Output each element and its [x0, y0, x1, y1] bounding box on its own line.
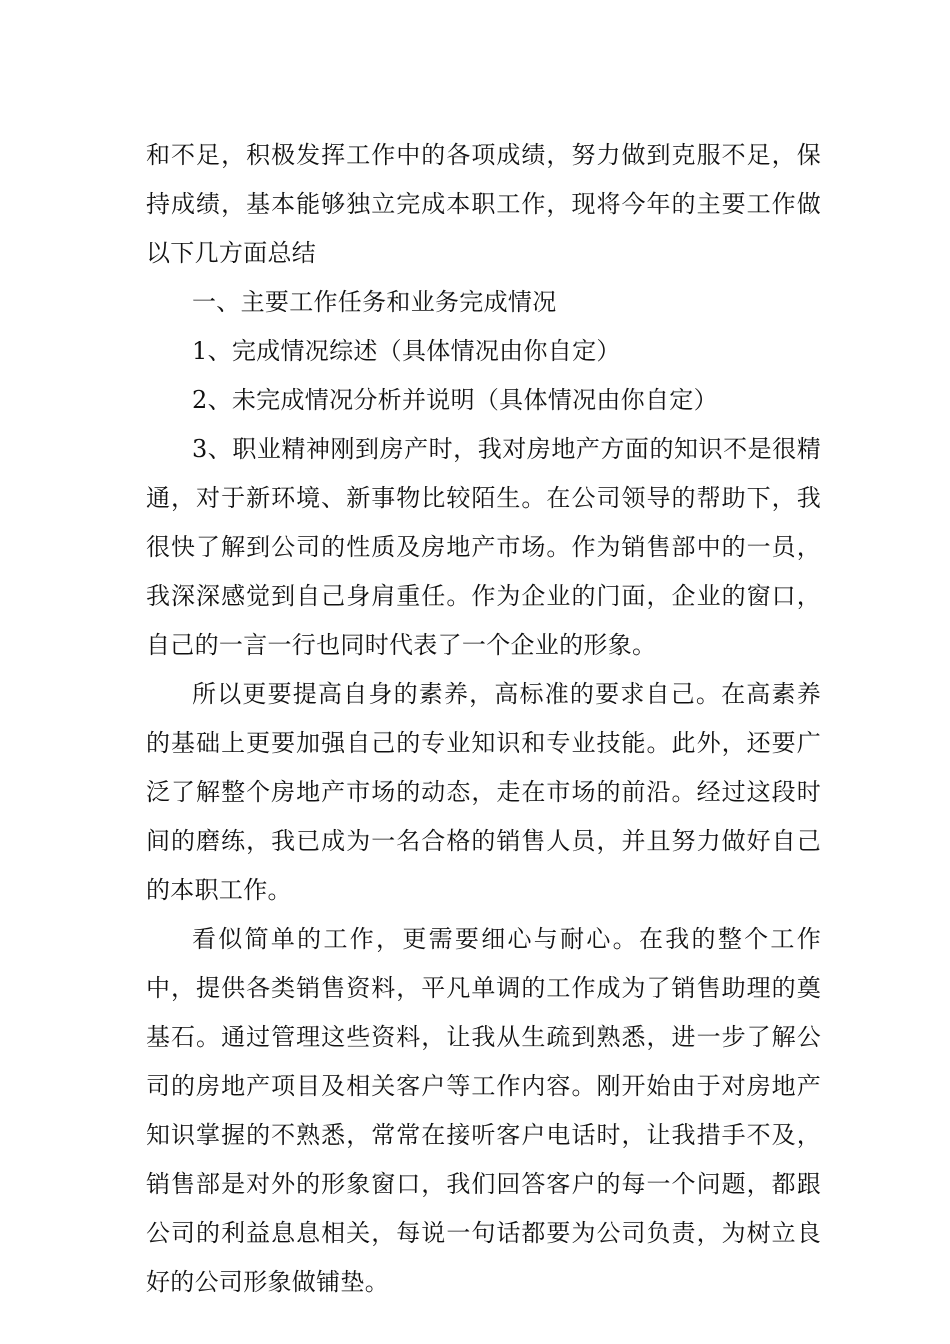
item-professional-spirit: 3、职业精神刚到房产时，我对房地产方面的知识不是很精通，对于新环境、新事物比较陌生。在公司领导的帮助下，我很快了解到公司的性质及房地产市场。作为销售部中的一员，我深深感觉到自己身肩重任。作为企业的门面，企业的窗口，自己的一言一行也同时代表了一个企业的形象。: [146, 435, 821, 659]
item-completion-summary: 1、完成情况综述（具体情况由你自定）: [192, 337, 621, 365]
item-incomplete-analysis: 2、未完成情况分析并说明（具体情况由你自定）: [192, 386, 718, 414]
paragraph-self-improvement: 所以更要提高自身的素养，高标准的要求自己。在高素养的基础上更要加强自己的专业知识和专业技能。此外，还要广泛了解整个房地产市场的动态，走在市场的前沿。经过这段时间的磨练，我已成为一名合格的销售人员，并且努力做好自己的本职工作。: [146, 680, 821, 904]
document-body: [146, 131, 821, 1307]
paragraph-continuation: 和不足，积极发挥工作中的各项成绩，努力做到克服不足，保持成绩，基本能够独立完成本职工作，现将今年的主要工作做以下几方面总结: [146, 141, 821, 267]
section-heading-main-tasks: 一、主要工作任务和业务完成情况: [192, 288, 557, 316]
paragraph-detail-patience: 看似简单的工作，更需要细心与耐心。在我的整个工作中，提供各类销售资料，平凡单调的工作成为了销售助理的奠基石。通过管理这些资料，让我从生疏到熟悉，进一步了解公司的房地产项目及相关客户等工作内容。刚开始由于对房地产知识掌握的不熟悉，常常在接听客户电话时，让我措手不及，销售部是对外的形象窗口，我们回答客户的每一个问题，都跟公司的利益息息相关，每说一句话都要为公司负责，为树立良好的公司形象做铺垫。: [146, 925, 821, 1296]
